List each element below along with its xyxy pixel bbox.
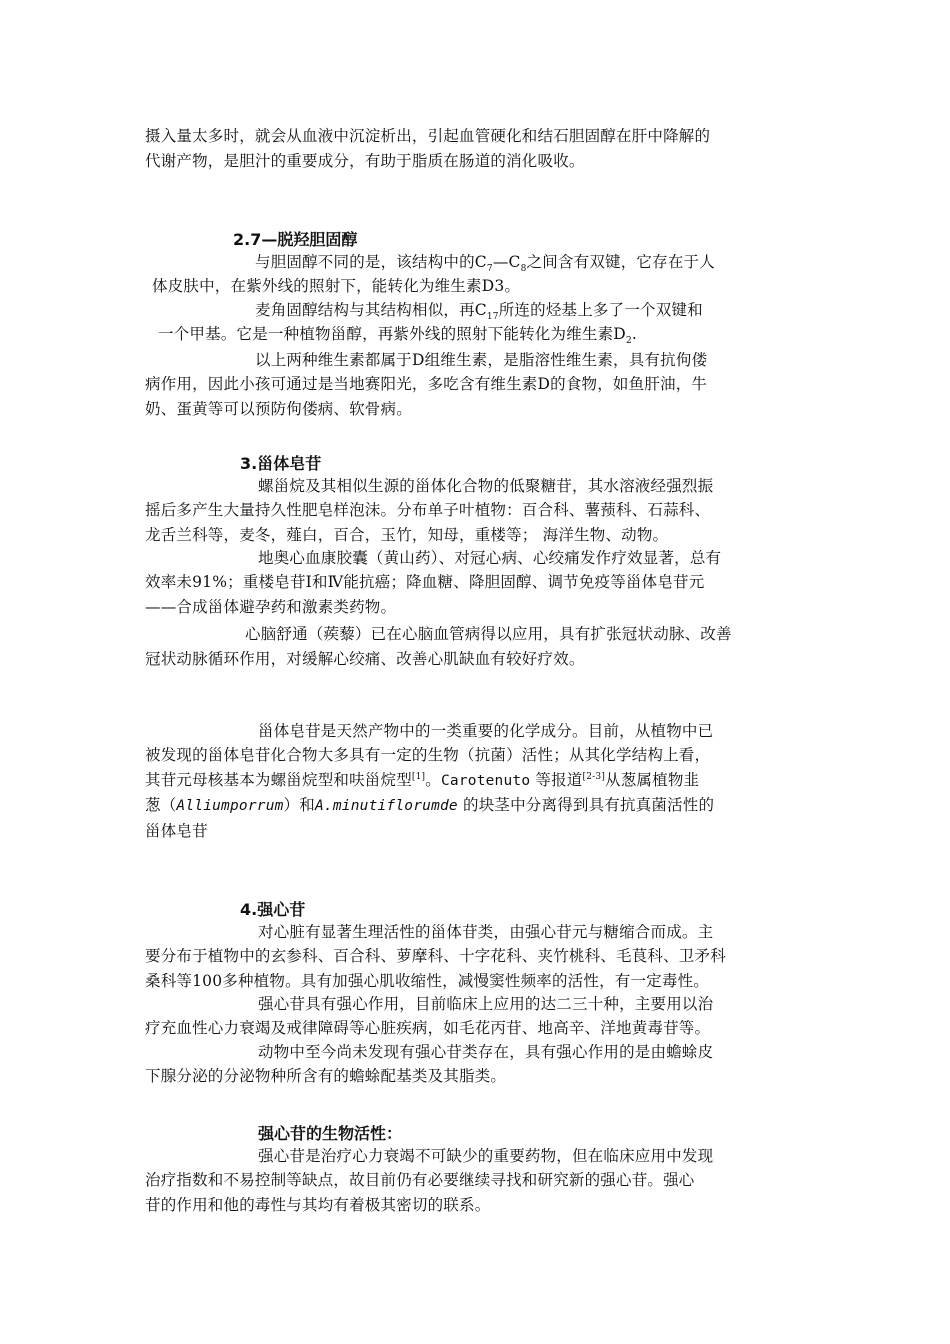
paragraph	[258, 474, 713, 499]
paragraph-continuation	[158, 322, 637, 347]
paragraph	[255, 298, 703, 323]
text-line: 奶、蛋黄等可以预防佝偻病、软骨病。	[145, 399, 412, 418]
text-run: —C	[492, 253, 521, 271]
species-name: A.minutiflorumde	[314, 798, 458, 814]
text-line: 对心脏有显著生理活性的甾体苷类，由强心苷元与糖缩合而成。主	[258, 923, 714, 941]
paragraph-continuation	[145, 944, 726, 993]
text-line: 地奥心血康胶囊（黄山药）、对冠心病、心绞痛发作疗效显著，总有	[258, 549, 722, 567]
text-run: 从葱属植物韭	[605, 770, 700, 789]
text-line: 治疗指数和不易控制等缺点，故目前仍有必要继续寻找和研究新的强心苷。强心	[145, 1171, 695, 1189]
paragraph-continuation	[145, 1064, 506, 1089]
text-line: 摄入量太多时，就会从血液中沉淀析出，引起血管硬化和结石胆固醇在肝中降解的	[145, 127, 711, 145]
text-line: 龙舌兰科等，麦冬，薤白，百合，玉竹，知母，重楼等； 海洋生物、动物。	[145, 525, 669, 544]
text-line	[158, 322, 637, 347]
citation-ref: [1]	[411, 771, 426, 782]
text-run: 所连的烃基上多了一个双键和	[498, 301, 703, 319]
paragraph	[258, 1144, 713, 1169]
species-name: Alliumporrum	[176, 798, 284, 814]
text-line: 强心苷是治疗心力衰竭不可缺少的重要药物，但在临床应用中发现	[258, 1147, 714, 1165]
text-run: ）和	[283, 796, 315, 814]
paragraph-continuation	[145, 1016, 710, 1041]
paragraph-continuation	[145, 743, 714, 843]
paragraph	[258, 992, 713, 1017]
text-line: 下腺分泌的分泌物种所含有的蟾蜍配基类及其脂类。	[145, 1067, 507, 1085]
paragraph-continuation	[145, 647, 585, 672]
text-run: Carotenuto	[440, 772, 531, 789]
section-heading-4: 4.强心苷	[240, 900, 306, 919]
text-line	[145, 793, 714, 819]
text-line: 要分布于植物中的玄参科、百合科、萝摩科、十字花科、夹竹桃科、毛茛科、卫矛科	[145, 947, 726, 965]
text-line: 桑科等100多种植物。具有加强心肌收缩性，减慢窦性频率的活性，有一定毒性。	[145, 971, 709, 990]
subscript: 8	[520, 264, 527, 275]
subscript: 17	[486, 312, 499, 323]
text-line: 以上两种维生素都属于D组维生素，是脂溶性维生素，具有抗佝偻	[255, 351, 708, 369]
paragraph	[255, 348, 707, 373]
paragraph	[258, 719, 713, 744]
paragraph-continuation	[145, 498, 710, 547]
text-run: 与胆固醇不同的是，该结构中的C	[255, 253, 487, 271]
subscript: 2	[625, 336, 632, 347]
paragraph	[258, 1040, 713, 1065]
paragraph	[255, 250, 715, 275]
text-line	[255, 298, 703, 323]
text-run: 之间含有双键，它存在于人	[526, 253, 715, 271]
text-line: 苷的作用和他的毒性与其均有着极其密切的联系。	[145, 1195, 491, 1214]
text-run: 等报道	[530, 770, 583, 789]
text-line: 效率未91%；重楼皂苷Ⅰ和Ⅳ能抗癌；降血糖、降胆固醇、调节免疫等甾体皂苷元	[145, 573, 705, 591]
paragraph-continuation	[145, 372, 707, 421]
text-run: 葱（	[145, 796, 177, 814]
text-line	[255, 250, 715, 275]
paragraph	[258, 546, 721, 571]
text-line: 疗充血性心力衰竭及戒律障碍等心脏疾病，如毛花丙苷、地高辛、洋地黄毒苷等。	[145, 1019, 711, 1037]
text-line: 冠状动脉循环作用，对缓解心绞痛、改善心肌缺血有较好疗效。	[145, 650, 585, 668]
text-line: 甾体皂苷	[145, 821, 208, 840]
text-line: 螺甾烷及其相似生源的甾体化合物的低聚糖苷，其水溶液经强烈振	[258, 477, 714, 495]
text-line: 摇后多产生大量持久性肥皂样泡沫。分布单子叶植物：百合科、薯蓣科、石蒜科、	[145, 501, 711, 519]
text-line: 体皮肤中，在紫外线的照射下，能转化为维生素D3。	[152, 277, 521, 295]
text-run: 。	[425, 770, 441, 789]
text-run: 的块茎中分离得到具有抗真菌活性的	[457, 796, 715, 814]
text-line: 被发现的甾体皂苷化合物大多具有一定的生物（抗菌）活性；从其化学结构上看，	[145, 746, 711, 764]
text-run: 其苷元母核基本为螺甾烷型和呋甾烷型	[145, 770, 412, 789]
text-line: 病作用，因此小孩可通过是当地赛阳光，多吃含有维生素D的食物，如鱼肝油，牛	[145, 375, 708, 393]
text-line: 动物中至今尚未发现有强心苷类存在，具有强心作用的是由蟾蜍皮	[258, 1043, 714, 1061]
section-heading-2-7: 2.7—脱羟胆固醇	[233, 230, 358, 249]
paragraph	[245, 622, 732, 647]
text-run: 麦角固醇结构与其结构相似，再C	[255, 301, 487, 319]
sub-heading-cardiac-glycoside-activity: 强心苷的生物活性：	[258, 1124, 403, 1143]
text-line: 代谢产物，是胆汁的重要成分，有助于脂质在肠道的消化吸收。	[145, 151, 585, 170]
paragraph-continuation	[145, 570, 704, 619]
paragraph	[258, 920, 713, 945]
paragraph-continuation	[145, 1168, 695, 1217]
text-line: 强心苷具有强心作用，目前临床上应用的达二三十种，主要用以治	[258, 995, 714, 1013]
citation-ref: [2-3]	[582, 771, 606, 782]
text-line: ——合成甾体避孕药和激素类药物。	[145, 597, 397, 616]
text-line: 心脑舒通（蒺藜）已在心脑血管病得以应用，具有扩张冠状动脉、改善	[245, 625, 732, 643]
subscript: 7	[486, 264, 493, 275]
paragraph-continuation	[152, 274, 520, 299]
text-line: 甾体皂苷是天然产物中的一类重要的化学成分。目前，从植物中已	[258, 722, 714, 740]
text-run: 一个甲基。它是一种植物甾醇，再紫外线的照射下能转化为维生素D	[158, 325, 626, 343]
text-run: .	[631, 325, 638, 343]
text-line	[145, 768, 714, 794]
intro-paragraph	[145, 124, 710, 173]
section-heading-3: 3.甾体皂苷	[240, 454, 322, 473]
